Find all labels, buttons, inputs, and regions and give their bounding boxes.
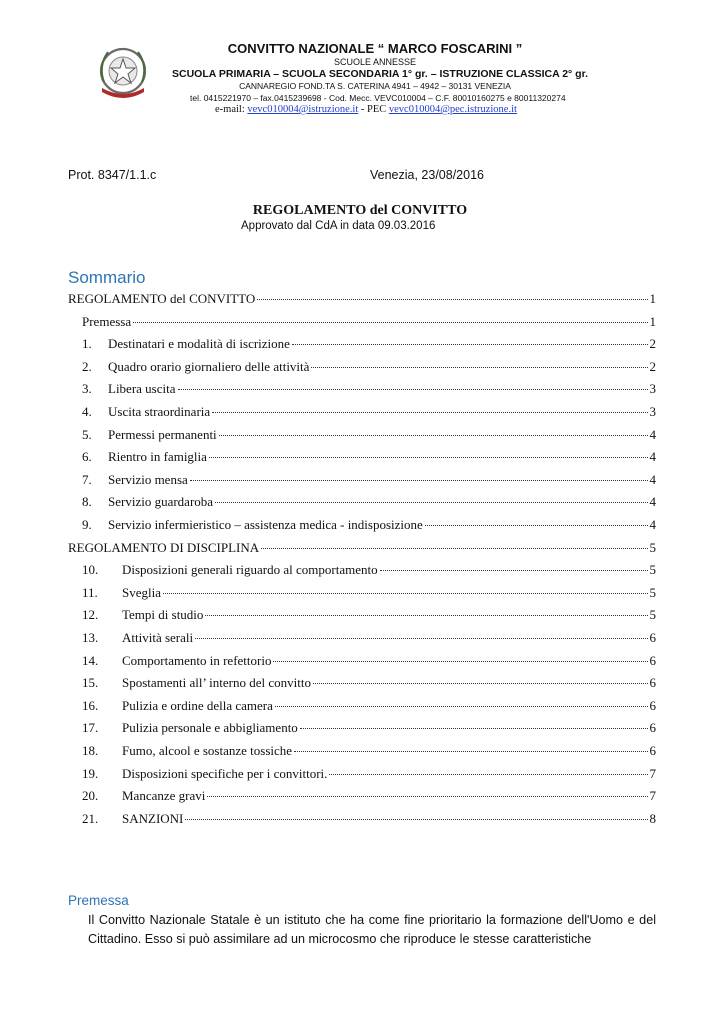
toc-entry-number: 17.	[82, 720, 99, 736]
toc-entry-label: Sveglia	[122, 584, 161, 600]
document-title-text: REGOLAMENTO del CONVITTO	[252, 203, 468, 218]
toc-entry[interactable]	[82, 359, 656, 377]
toc-entry[interactable]	[82, 404, 656, 422]
toc-entry-number: 20.	[82, 788, 99, 804]
toc-entry[interactable]	[82, 630, 656, 648]
toc-dot-leader	[185, 819, 647, 820]
toc-entry-number: 11.	[82, 584, 98, 600]
toc-entry[interactable]	[82, 472, 656, 490]
toc-entry-page: 6	[649, 720, 656, 736]
toc-entry-page: 5	[649, 539, 656, 555]
toc-entry-label: Libera uscita	[108, 381, 176, 397]
toc-dot-leader	[190, 480, 648, 481]
pec-link[interactable]: vevc010004@pec.istruzione.it	[388, 104, 517, 115]
toc-entry-page: 4	[649, 449, 656, 465]
toc-entry-page: 3	[649, 381, 656, 397]
email-prefix: e-mail:	[215, 104, 248, 115]
toc-entry-page: 4	[649, 494, 656, 510]
toc-entry-page: 5	[649, 584, 656, 600]
school-subtitle: SCUOLE ANNESSE	[333, 57, 417, 67]
contact-line	[215, 104, 517, 115]
toc-entry-label: REGOLAMENTO del CONVITTO	[68, 291, 256, 306]
toc-entry[interactable]	[68, 540, 656, 558]
school-phones: tel. 0415221970 – fax.0415239698 - Cod. Mecc. VEVC010004 – C.F. 80010160275 e 80011320274	[190, 93, 566, 103]
section-paragraph: Il Convitto Nazionale Statale è un istituto che ha come fine prioritario la formazione dell'Uomo e del Cittadino. Esso si può assimilare ad un microcosmo che riproduce le stesse caratteristiche	[88, 913, 656, 946]
toc-dot-leader	[425, 525, 648, 526]
toc-entry-label: Servizio guardaroba	[108, 494, 214, 510]
toc-dot-leader	[209, 457, 648, 458]
toc-entry-number: 10.	[82, 562, 99, 578]
toc-entry[interactable]	[82, 766, 656, 784]
toc-entry-number: 12.	[82, 607, 99, 623]
toc-entry-page: 6	[649, 652, 656, 668]
toc-entry-label: Servizio infermieristico – assistenza medica - indisposizione	[108, 517, 423, 532]
toc-entry-label: REGOLAMENTO DI DISCIPLINA	[68, 539, 260, 555]
toc-entry[interactable]	[82, 788, 656, 806]
toc-entry[interactable]	[82, 449, 656, 467]
toc-entry[interactable]	[68, 291, 656, 309]
toc-entry-page: 2	[649, 358, 656, 374]
document-date: Venezia, 23/08/2016	[370, 168, 484, 182]
toc-dot-leader	[294, 751, 647, 752]
toc-entry-page: 5	[649, 607, 656, 623]
toc-entry-number: 1.	[82, 336, 92, 352]
toc-entry[interactable]	[82, 743, 656, 761]
toc-entry[interactable]	[82, 517, 656, 535]
protocol-number: Prot. 8347/1.1.c	[68, 168, 157, 182]
toc-entry[interactable]	[82, 381, 656, 399]
toc-dot-leader	[207, 796, 647, 797]
toc-dot-leader	[133, 322, 647, 323]
toc-entry-page: 5	[649, 562, 656, 578]
toc-entry[interactable]	[82, 720, 656, 738]
toc-dot-leader	[195, 638, 647, 639]
toc-entry-label: Pulizia e ordine della camera	[122, 697, 273, 713]
toc-entry-page: 4	[649, 426, 656, 442]
toc-entry-label: Servizio mensa	[108, 471, 188, 487]
toc-entry-label: Attività serali	[122, 630, 194, 645]
toc-dot-leader	[300, 728, 648, 729]
toc-entry-page: 8	[649, 810, 656, 826]
toc-entry-page: 1	[649, 313, 656, 329]
toc-entry-page: 6	[649, 743, 656, 758]
toc-entry-number: 13.	[82, 630, 99, 645]
toc-dot-leader	[215, 502, 647, 503]
toc-entry-page: 6	[649, 697, 656, 713]
toc-entry[interactable]	[82, 562, 656, 580]
toc-entry-number: 7.	[82, 471, 92, 487]
toc-entry-number: 5.	[82, 426, 92, 442]
toc-entry-label: SANZIONI	[122, 810, 184, 826]
toc-dot-leader	[311, 367, 647, 368]
toc-entry[interactable]	[82, 607, 656, 625]
toc-entry[interactable]	[82, 314, 656, 332]
toc-entry-page: 7	[649, 788, 656, 804]
toc-entry-page: 4	[649, 471, 656, 487]
toc-dot-leader	[329, 774, 647, 775]
toc-entry-page: 4	[649, 517, 656, 532]
toc-entry-number: 19.	[82, 765, 99, 781]
toc-heading: Sommario	[68, 268, 146, 287]
toc-entry[interactable]	[82, 653, 656, 671]
toc-entry[interactable]	[82, 585, 656, 603]
toc-dot-leader	[380, 570, 648, 571]
toc-dot-leader	[275, 706, 648, 707]
toc-dot-leader	[178, 389, 648, 390]
toc-entry-number: 15.	[82, 675, 99, 691]
toc-entry-label: Uscita straordinaria	[108, 404, 211, 419]
toc-entry-number: 21.	[82, 810, 99, 826]
pec-prefix: - PEC	[358, 104, 389, 115]
toc-dot-leader	[313, 683, 648, 684]
school-levels: SCUOLA PRIMARIA – SCUOLA SECONDARIA 1° gr. – ISTRUZIONE CLASSICA 2° gr.	[172, 68, 588, 80]
toc-entry-number: 16.	[82, 697, 99, 713]
toc-dot-leader	[261, 548, 647, 549]
toc-entry-number: 3.	[82, 381, 92, 397]
toc-entry-page: 1	[649, 291, 656, 306]
toc-entry[interactable]	[82, 427, 656, 445]
toc-dot-leader	[205, 615, 647, 616]
toc-entry-page: 2	[649, 336, 656, 352]
toc-entry-label: Quadro orario giornaliero delle attività	[108, 358, 310, 374]
toc-entry-number: 4.	[82, 404, 92, 419]
toc-entry[interactable]	[82, 336, 656, 354]
toc-entry-label: Permessi permanenti	[108, 426, 217, 442]
toc-entry-label: Mancanze gravi	[122, 788, 206, 804]
toc-entry-label: Spostamenti all’ interno del convitto	[122, 675, 311, 691]
toc-entry-number: 14.	[82, 652, 99, 668]
toc-entry-label: Comportamento in refettorio	[122, 652, 272, 668]
section-heading: Premessa	[68, 893, 129, 908]
toc-entry[interactable]	[82, 675, 656, 693]
toc-entry-number: 8.	[82, 494, 92, 510]
toc-entry-label: Tempi di studio	[122, 607, 204, 623]
toc-dot-leader	[292, 344, 648, 345]
toc-entry-label: Pulizia personale e abbigliamento	[122, 720, 298, 736]
toc-dot-leader	[257, 299, 647, 300]
toc-entry-number: 6.	[82, 449, 92, 465]
toc-entry-label: Rientro in famiglia	[108, 449, 207, 465]
toc-dot-leader	[219, 435, 648, 436]
email-link[interactable]: vevc010004@istruzione.it	[247, 104, 359, 115]
toc-entry-page: 3	[649, 404, 656, 419]
toc-entry-label: Fumo, alcool e sostanze tossiche	[122, 743, 293, 758]
toc-entry-label: Disposizioni specifiche per i convittori.	[122, 765, 328, 781]
toc-entry-number: 18.	[82, 743, 99, 758]
toc-entry-number: 9.	[82, 517, 92, 532]
toc-entry[interactable]	[82, 494, 656, 512]
toc-entry[interactable]	[82, 811, 656, 829]
toc-entry-label: Disposizioni generali riguardo al comportamento	[122, 562, 378, 578]
toc-entry[interactable]	[82, 698, 656, 716]
toc-entry-label: Premessa	[82, 313, 132, 329]
document-title	[0, 203, 724, 219]
toc-entry-page: 7	[649, 765, 656, 781]
toc-entry-page: 6	[649, 675, 656, 691]
toc-entry-label: Destinatari e modalità di iscrizione	[108, 336, 290, 352]
toc-entry-number: 2.	[82, 358, 92, 374]
school-name: CONVITTO NAZIONALE “ MARCO FOSCARINI ”	[227, 41, 523, 56]
school-address: CANNAREGIO FOND.TA S. CATERINA 4941 – 4942 – 30131 VENEZIA	[239, 81, 511, 91]
toc-dot-leader	[212, 412, 647, 413]
toc-dot-leader	[273, 661, 647, 662]
toc-dot-leader	[163, 593, 648, 594]
toc-entry-page: 6	[649, 630, 656, 645]
approval-note: Approvato dal CdA in data 09.03.2016	[241, 220, 436, 232]
